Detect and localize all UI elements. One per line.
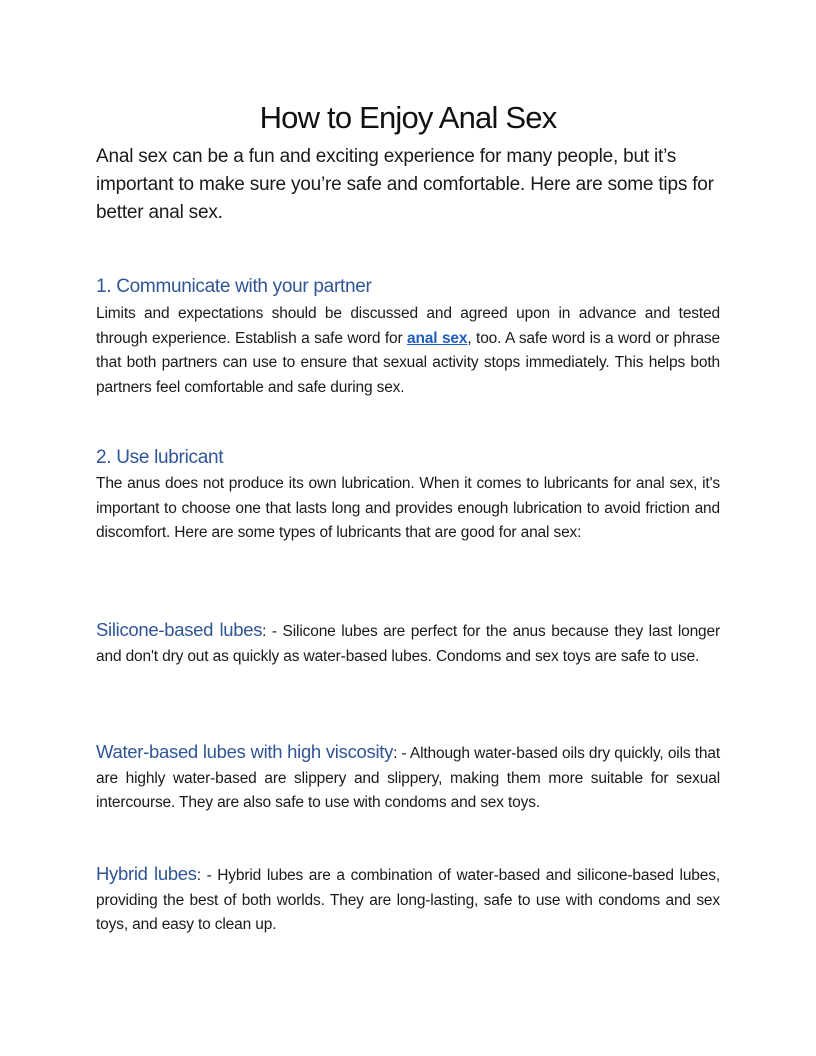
anal-sex-link[interactable]: anal sex [407,329,468,347]
section-paragraph-lubricant: The anus does not produce its own lubrication. When it comes to lubricants for anal sex, it's important to choose one that lasts long and provides enough lubrication to avoid friction and discomfort. Here are some types of lubricants that are good for anal sex: [96,475,720,541]
paragraph-text: , too. A safe word is a word or phrase that both partners can use to ensure that sexual activity stops immediately. This helps both partners feel comfortable and safe during sex. [96,329,720,396]
intro-paragraph: Anal sex can be a fun and exciting experience for many people, but it’s important to make sure you’re safe and comfortable. Here are some tips for better anal sex. [96,146,714,223]
lube-name: Hybrid lubes [96,863,197,884]
section-paragraph-communicate [96,302,720,400]
lube-description: : - Hybrid lubes are a combination of water-based and silicone-based lubes, providing the best of both worlds. They are long-lasting, safe to use with condoms and sex toys, and easy to clean up. [96,867,720,933]
section-heading-communicate: 1. Communicate with your partner [96,276,372,297]
lube-description: : - Although water-based oils dry quickly, oils that are highly water-based are slippery and slippery, making them more suitable for sexual intercourse. They are also safe to use with condoms and sex toys. [96,745,720,811]
lube-description: : - Silicone lubes are perfect for the anus because they last longer and don't dry out as quickly as water-based lubes. Condoms and sex toys are safe to use. [96,623,721,665]
section-heading-lubricant: 2. Use lubricant [96,447,224,468]
lube-name: Silicone-based lubes [96,619,263,640]
lube-item-hybrid [96,862,720,938]
paragraph-text: Limits and expectations should be discussed and agreed upon in advance and tested through experience. Establish a safe word for [96,305,720,347]
lube-item-silicone [96,618,720,669]
lube-name: Water-based lubes with high viscosity [96,741,394,762]
lube-item-water-based [96,740,720,816]
page-title: How to Enjoy Anal Sex [259,100,557,135]
